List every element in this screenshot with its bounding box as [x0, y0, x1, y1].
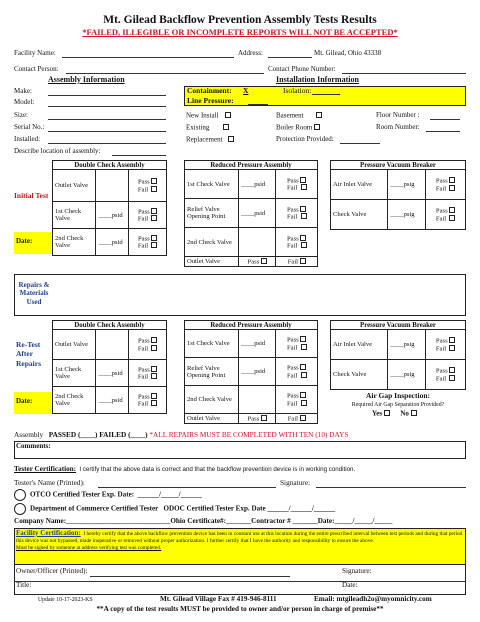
basement-checkbox[interactable] — [316, 112, 322, 118]
basement-row — [276, 112, 322, 120]
tester-cert-row — [14, 466, 355, 474]
fail-checkbox[interactable] — [449, 185, 455, 191]
pass-checkbox[interactable] — [300, 392, 306, 398]
pass-checkbox[interactable] — [151, 208, 157, 214]
boiler-room-checkbox[interactable] — [314, 124, 320, 130]
tester-name-label: Tester's Name (Printed): — [14, 478, 85, 487]
air-gap-no-label: No — [400, 409, 409, 418]
fail-label: Fail — [435, 185, 447, 193]
address-field[interactable] — [268, 57, 312, 58]
dca-second-check-label: 2nd Check Valve — [53, 387, 96, 414]
psid-label: psid — [111, 369, 123, 377]
otco-radio[interactable] — [14, 489, 26, 501]
pass-checkbox[interactable] — [151, 178, 157, 184]
facility-cert-heading: Facility Certification: — [16, 529, 81, 537]
size-label: Size: — [14, 111, 28, 119]
air-gap-question: Required Air Gap Separation Provided? — [351, 402, 445, 408]
pass-label: Pass — [247, 258, 260, 266]
retest-date-label: Date: — [16, 397, 33, 405]
fail-label: Fail — [137, 215, 149, 223]
fail-checkbox[interactable] — [151, 373, 157, 379]
pass-checkbox[interactable] — [449, 177, 455, 183]
fax-label: Mt. Gilead Village Fax # 419-946-8111 — [160, 595, 277, 603]
new-install-checkbox[interactable] — [225, 112, 231, 118]
rpa-heading: Reduced Pressure Assembly — [185, 321, 318, 330]
assembly-info-heading: Assembly Information — [48, 75, 125, 84]
fail-label: Fail — [287, 415, 299, 423]
pass-label: Pass — [247, 415, 260, 423]
fail-label: Fail — [137, 400, 149, 408]
make-field[interactable] — [48, 95, 166, 96]
pass-checkbox[interactable] — [151, 235, 157, 241]
initial-test-label: Initial Test — [14, 191, 49, 200]
pvb-retest-table: Pressure Vacuum Breaker Air Inlet Valve ____psig Pass Fail Check Valve ____psig Pass Fail — [330, 320, 466, 390]
basement-label: Basement — [276, 111, 304, 120]
form-title: Mt. Gilead Backflow Prevention Assembly Tests Results — [103, 14, 377, 26]
fail-label: Fail — [435, 215, 447, 223]
repairs-box[interactable] — [14, 274, 466, 316]
fail-checkbox[interactable] — [151, 186, 157, 192]
pass-checkbox[interactable] — [300, 206, 306, 212]
air-gap-yes-row — [372, 410, 417, 418]
owner-title-label: Title: — [16, 581, 32, 589]
ohio-cert-label: Ohio Certificate#: — [170, 517, 227, 525]
new-install-label: New Install — [186, 111, 219, 120]
pvb-air-inlet-label: Air Inlet Valve — [331, 330, 388, 360]
facility-cert-text: I hereby certify that the above backflow prevention device has been in constant use at this location during the entire prescribed interval between test periods and during that period this device was not bypassed, made inoperative or removed without proper authorization. I further certify that I have the authority and responsibility to ensure the above. — [16, 531, 463, 544]
air-gap-no-checkbox[interactable] — [411, 410, 417, 416]
pass-label: Pass — [287, 392, 299, 400]
city-label: Mt. Gilead, Ohio 43338 — [314, 49, 382, 57]
fail-label: Fail — [286, 184, 298, 192]
fail-checkbox[interactable] — [449, 215, 455, 221]
comments-box[interactable] — [14, 441, 466, 459]
rpa-outlet-label: Outlet Valve — [185, 257, 239, 267]
psid-label: psid — [254, 340, 266, 348]
psid-label: psid — [111, 238, 123, 246]
fail-label: Fail — [286, 344, 298, 352]
owner-date-label: Date: — [342, 581, 358, 589]
psid-label: psid — [254, 368, 266, 376]
dca-second-check-label: 2nd Check Valve — [53, 229, 96, 256]
floor-field[interactable] — [430, 119, 460, 120]
fail-label: Fail — [435, 375, 447, 383]
pass-fail-result[interactable]: PASSED (____) FAILED (____) — [48, 430, 148, 439]
pass-label: Pass — [435, 337, 448, 345]
fail-label: Fail — [286, 372, 298, 380]
odoc-row: Department of Commerce Certified Tester ODOC Certified Tester Exp. Date ______/______/______ — [14, 503, 335, 515]
describe-location-field[interactable] — [112, 155, 166, 156]
air-gap-yes-checkbox[interactable] — [384, 410, 390, 416]
fail-checkbox[interactable] — [301, 242, 307, 248]
new-install-row — [186, 112, 231, 120]
facility-must-sign: Must be signed by someone at address verifying test was completed. — [16, 544, 162, 551]
contact-person-label: Contact Person: — [14, 65, 59, 73]
psid-label: psid — [111, 396, 123, 404]
make-label: Make: — [14, 87, 32, 95]
air-gap-title: Air Gap Inspection: — [365, 391, 431, 400]
rpa-heading: Reduced Pressure Assembly — [185, 161, 318, 170]
odoc-radio[interactable] — [14, 503, 26, 515]
psig-label: psig — [403, 211, 415, 219]
fail-label: Fail — [286, 213, 298, 221]
pass-checkbox[interactable] — [261, 258, 267, 264]
dca-outlet-label: Outlet Valve — [53, 330, 96, 360]
facility-name-field[interactable] — [62, 57, 234, 58]
otco-row: OTCO Certified Tester Exp. Date: ______/_____/______ — [14, 489, 202, 501]
footer-note: **A copy of the test results MUST be provided to owner and/or person in charge of premise** — [96, 605, 384, 613]
pvb-check-valve-label: Check Valve — [331, 200, 388, 230]
serial-field[interactable] — [48, 131, 166, 132]
rpa-second-check-label: 2nd Check Valve — [185, 386, 239, 414]
pass-label: Pass — [137, 208, 150, 216]
rpa-relief-valve-label: Relief Valve Opening Point — [185, 358, 239, 386]
pass-label: Pass — [287, 177, 299, 185]
company-row: Company Name:_____________________________Ohio Certificate#:_______Contractor # _______Date:_____/_____/_____ — [14, 517, 393, 525]
floor-label: Floor Number : — [376, 111, 420, 119]
pass-checkbox[interactable] — [151, 366, 157, 372]
owner-divider — [14, 581, 466, 582]
fail-checkbox[interactable] — [301, 213, 307, 219]
dca-heading: Double Check Assembly — [53, 161, 167, 170]
fail-label: Fail — [286, 242, 298, 250]
fail-checkbox[interactable] — [151, 400, 157, 406]
boiler-room-label: Boiler Room — [276, 123, 313, 132]
dca-first-check-label: 1st Check Valve — [53, 360, 96, 387]
containment-value[interactable]: X — [243, 86, 249, 95]
dca-outlet-label: Outlet Valve — [53, 170, 96, 202]
contact-phone-label: Contact Phone Number: — [268, 65, 336, 73]
psig-label: psig — [403, 181, 415, 189]
tester-signature-label: Signature: — [280, 478, 310, 487]
isolation-field[interactable] — [312, 94, 340, 95]
fail-label: Fail — [286, 400, 298, 408]
retest-label: Re-Test After Repairs — [16, 340, 41, 368]
odoc-label: Department of Commerce Certified Tester — [30, 504, 159, 513]
model-field[interactable] — [48, 106, 166, 107]
pvb-check-valve-label: Check Valve — [331, 360, 388, 390]
fail-label: Fail — [287, 258, 299, 266]
assembly-label: Assembly — [14, 430, 44, 439]
fail-checkbox[interactable] — [301, 400, 307, 406]
pvb-heading: Pressure Vacuum Breaker — [331, 321, 466, 330]
protection-field[interactable] — [340, 143, 380, 144]
line-pressure-field[interactable] — [248, 104, 268, 105]
fail-label: Fail — [137, 186, 149, 194]
address-label: Address: — [238, 49, 263, 57]
replacement-checkbox[interactable] — [228, 136, 234, 142]
pass-checkbox[interactable] — [449, 367, 455, 373]
psig-label: psig — [403, 341, 415, 349]
pass-checkbox[interactable] — [300, 364, 306, 370]
assembly-result-row — [14, 431, 348, 439]
installed-label: Installed: — [14, 135, 41, 143]
pass-label: Pass — [287, 206, 299, 214]
installation-info-heading: Installation Information — [276, 75, 359, 84]
pass-label: Pass — [287, 336, 299, 344]
tester-signature-field[interactable] — [316, 487, 466, 488]
update-label: Update 10-17-2023-KS — [38, 597, 93, 603]
pass-checkbox[interactable] — [261, 415, 267, 421]
fail-checkbox[interactable] — [151, 345, 157, 351]
psid-label: psid — [254, 209, 266, 217]
protection-label: Protection Provided: — [276, 135, 334, 143]
repairs-label: Repairs & Materials Used — [18, 281, 50, 306]
air-gap-yes-label: Yes — [372, 409, 383, 418]
isolation-label: Isolation: — [283, 86, 312, 95]
rpa-retest-table: Reduced Pressure Assembly 1st Check Valve ____psid Pass Fail Relief Valve Opening Point ____psid Pass Fail 2nd Check Valve Pass Fail Outlet Valve Pass Fail — [184, 320, 318, 424]
owner-field[interactable] — [90, 576, 290, 577]
odoc-exp-label: ODOC Certified Tester Exp. Date — [163, 504, 266, 513]
dca-first-check-label: 1st Check Valve — [53, 202, 96, 229]
pvb-initial-table: Pressure Vacuum Breaker Air Inlet Valve ____psig Pass Fail Check Valve ____psig Pass Fail — [330, 160, 466, 230]
otco-label: OTCO Certified Tester Exp. Date: — [30, 490, 135, 499]
psid-label: psid — [254, 180, 266, 188]
dca-heading: Double Check Assembly — [53, 321, 167, 330]
fail-checkbox[interactable] — [300, 258, 306, 264]
email-label: Email: mtgileadh2o@myomnicity.com — [314, 595, 432, 603]
existing-checkbox[interactable] — [223, 124, 229, 130]
replacement-label: Replacement — [186, 135, 223, 144]
fail-checkbox[interactable] — [449, 375, 455, 381]
pass-checkbox[interactable] — [300, 336, 306, 342]
pass-checkbox[interactable] — [300, 235, 306, 241]
tester-cert-text: I certify that the above data is correct and that the backflow prevention device is in working condition. — [79, 466, 356, 473]
replacement-row — [186, 136, 234, 144]
installed-field[interactable] — [48, 143, 166, 144]
contractor-label: Contractor # — [251, 517, 291, 525]
pass-label: Pass — [287, 364, 299, 372]
initial-date-label: Date: — [16, 237, 33, 245]
repairs-warning: *ALL REPAIRS MUST BE COMPLETED WITH TEN (10) DAYS — [149, 430, 349, 439]
comments-label: Comments: — [16, 442, 51, 450]
fail-label: Fail — [435, 345, 447, 353]
room-field[interactable] — [426, 131, 460, 132]
dca-retest-table: Double Check Assembly Outlet Valve Pass Fail 1st Check Valve ____psid Pass Fail 2nd Check Valve ____psid Pass Fail — [52, 320, 167, 414]
fail-checkbox[interactable] — [449, 345, 455, 351]
pass-checkbox[interactable] — [151, 393, 157, 399]
pass-checkbox[interactable] — [300, 177, 306, 183]
fail-checkbox[interactable] — [301, 184, 307, 190]
owner-label: Owner/Officer (Printed): — [16, 567, 88, 575]
serial-label: Serial No.: — [14, 123, 45, 131]
facility-name-label: Facility Name: — [14, 49, 56, 57]
pass-label: Pass — [287, 235, 299, 243]
pvb-heading: Pressure Vacuum Breaker — [331, 161, 466, 170]
pass-label: Pass — [435, 177, 448, 185]
containment-label: Containment: — [187, 86, 232, 95]
dca-initial-table: Double Check Assembly Outlet Valve Pass Fail 1st Check Valve ____psid Pass Fail 2nd Check Valve ____psid Pass Fail — [52, 160, 167, 256]
company-label: Company Name: — [14, 517, 67, 525]
describe-location-label: Describe location of assembly: — [14, 147, 101, 155]
fail-label: Fail — [137, 345, 149, 353]
pass-checkbox[interactable] — [151, 337, 157, 343]
pass-checkbox[interactable] — [449, 337, 455, 343]
fail-checkbox[interactable] — [300, 415, 306, 421]
pass-label: Pass — [137, 178, 150, 186]
pass-label: Pass — [137, 235, 150, 243]
pass-label: Pass — [137, 366, 150, 374]
tester-cert-heading: Tester Certification: — [14, 465, 77, 473]
rpa-second-check-label: 2nd Check Valve — [185, 228, 239, 257]
fail-label: Fail — [137, 373, 149, 381]
form-subtitle: *FAILED, ILLEGIBLE OR INCOMPLETE REPORTS WILL NOT BE ACCEPTED* — [82, 27, 398, 37]
pass-label: Pass — [137, 393, 150, 401]
contact-phone-field[interactable] — [342, 73, 466, 74]
fail-label: Fail — [137, 242, 149, 250]
size-field[interactable] — [48, 119, 166, 120]
psig-label: psig — [403, 371, 415, 379]
rpa-relief-valve-label: Relief Valve Opening Point — [185, 199, 239, 228]
rpa-first-check-label: 1st Check Valve — [185, 330, 239, 358]
existing-row — [186, 124, 229, 132]
fail-checkbox[interactable] — [301, 372, 307, 378]
pass-label: Pass — [435, 367, 448, 375]
boiler-room-row — [276, 124, 320, 132]
pass-label: Pass — [435, 207, 448, 215]
company-date-label: Date: — [317, 517, 335, 525]
existing-label: Existing — [186, 123, 210, 132]
tester-name-field[interactable] — [98, 487, 276, 488]
fail-checkbox[interactable] — [151, 242, 157, 248]
facility-cert-block — [16, 529, 464, 551]
contact-person-field[interactable] — [66, 73, 264, 74]
psid-label: psid — [111, 211, 123, 219]
rpa-initial-table: Reduced Pressure Assembly 1st Check Valve ____psid Pass Fail Relief Valve Opening Point ____psid Pass Fail 2nd Check Valve Pass Fail Outlet Valve Pass Fail — [184, 160, 318, 267]
rpa-outlet-label: Outlet Valve — [185, 414, 239, 424]
model-label: Model: — [14, 98, 35, 106]
room-label: Room Number: — [376, 123, 420, 131]
rpa-first-check-label: 1st Check Valve — [185, 170, 239, 199]
fail-checkbox[interactable] — [151, 215, 157, 221]
pass-label: Pass — [137, 337, 150, 345]
owner-signature-label: Signature: — [342, 567, 372, 575]
line-pressure-label: Line Pressure: — [187, 96, 234, 105]
pass-checkbox[interactable] — [449, 207, 455, 213]
fail-checkbox[interactable] — [301, 344, 307, 350]
pvb-air-inlet-label: Air Inlet Valve — [331, 170, 388, 200]
